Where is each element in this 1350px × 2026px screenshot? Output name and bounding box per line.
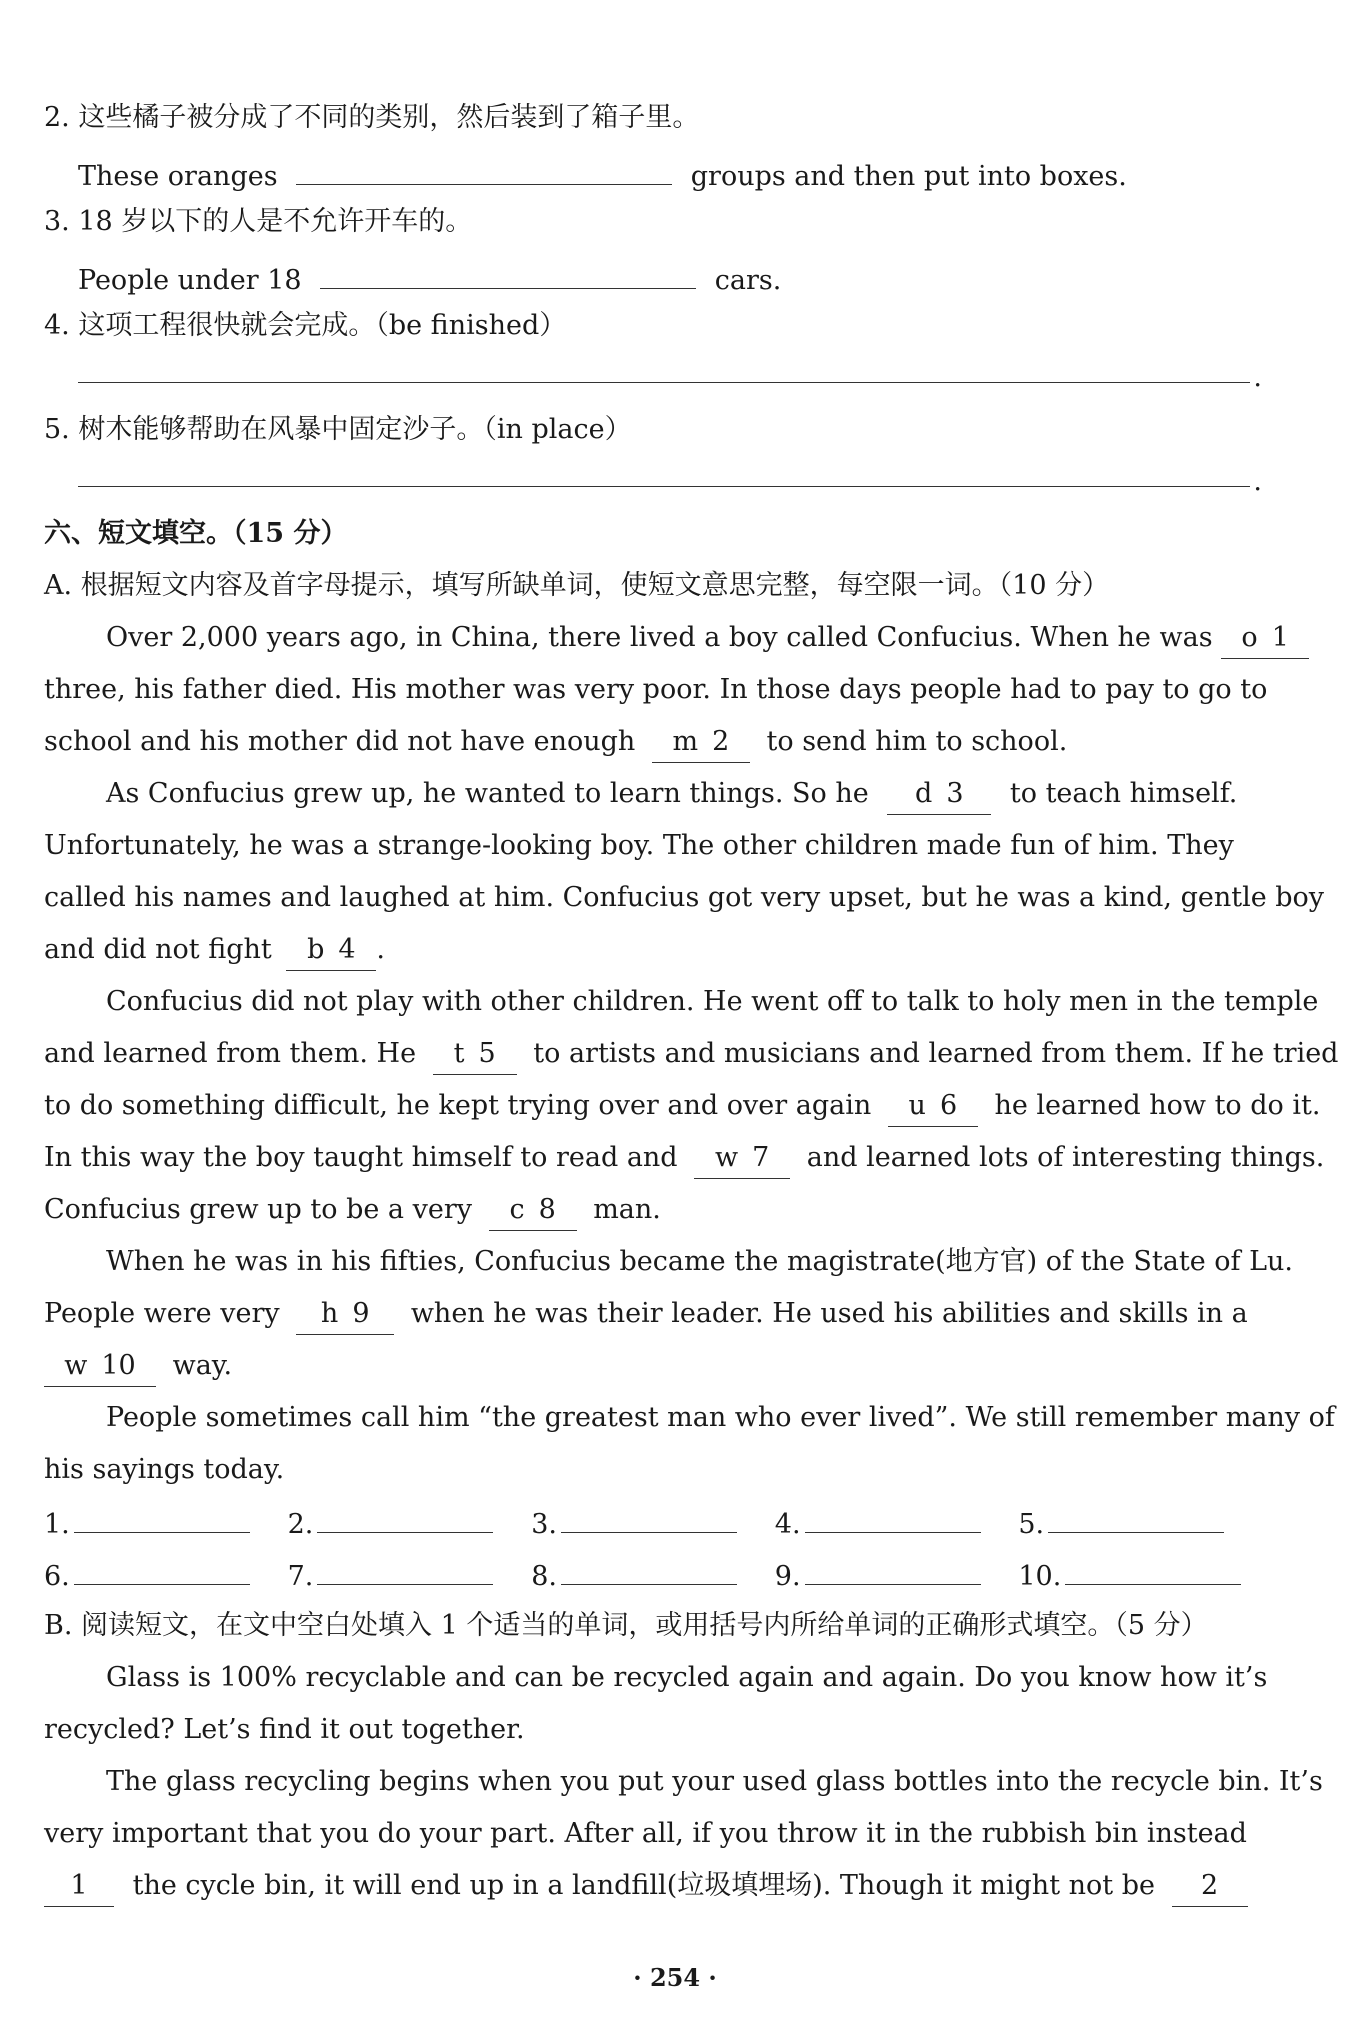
passage-a-line: People were very h 9 when he was their leader. He used his abilities and skills in a xyxy=(44,1288,1262,1340)
answer-underline[interactable] xyxy=(561,1496,737,1533)
blank-5[interactable]: t 5 xyxy=(433,1034,517,1075)
passage-a-line: called his names and laughed at him. Confucius got very upset, but he was a kind, gentle boy xyxy=(44,882,1325,913)
answer-slot[interactable]: 6. xyxy=(44,1548,288,1600)
passage-b-line: 1 the cycle bin, it will end up in a landfill(垃圾填埋场). Though it might not be 2 xyxy=(44,1860,1262,1912)
blank-b1[interactable]: 1 xyxy=(44,1866,114,1907)
answer-slot[interactable]: 4. xyxy=(775,1496,1019,1548)
answer-underline[interactable] xyxy=(561,1548,737,1585)
answer-slot[interactable]: 2. xyxy=(288,1496,532,1548)
answer-underline[interactable] xyxy=(805,1496,981,1533)
question-5-chinese: 5. 树木能够帮助在风暴中固定沙子。（in place） xyxy=(44,414,632,445)
passage-a-line: w 10 way. xyxy=(44,1340,1262,1392)
blank-9[interactable]: h 9 xyxy=(296,1294,394,1335)
passage-b-line: recycled? Let’s find it out together. xyxy=(44,1714,525,1745)
answer-underline[interactable] xyxy=(805,1548,981,1585)
answer-underline[interactable] xyxy=(1048,1496,1224,1533)
part-b-instruction: B. 阅读短文，在文中空白处填入 1 个适当的单词，或用括号内所给单词的正确形式填空。（5 分） xyxy=(44,1610,1208,1641)
blank-1[interactable]: o 1 xyxy=(1221,618,1309,659)
passage-a-line: Unfortunately, he was a strange-looking boy. The other children made fun of him. They xyxy=(44,830,1234,861)
question-2-english: These oranges groups and then put into boxes. xyxy=(44,144,1262,196)
passage-a-line: Over 2,000 years ago, in China, there lived a boy called Confucius. When he was o 1 xyxy=(44,612,1262,664)
passage-b-line: The glass recycling begins when you put your used glass bottles into the recycle bin. It’s xyxy=(106,1766,1323,1797)
passage-b-line: very important that you do your part. After all, if you throw it in the rubbish bin instead xyxy=(44,1818,1247,1849)
blank-2[interactable]: m 2 xyxy=(652,722,750,763)
answer-slot[interactable]: 8. xyxy=(531,1548,775,1600)
passage-a-line: and did not fight b 4 . xyxy=(44,924,1262,976)
answer-blank[interactable] xyxy=(296,144,672,185)
question-3-english: People under 18 cars. xyxy=(44,248,1262,300)
blank-4[interactable]: b 4 xyxy=(286,930,376,971)
passage-a-line: his sayings today. xyxy=(44,1454,285,1485)
part-a-instruction: A. 根据短文内容及首字母提示，填写所缺单词，使短文意思完整，每空限一词。（10 分） xyxy=(44,570,1110,601)
passage-a-line: Confucius grew up to be a very c 8 man. xyxy=(44,1184,1262,1236)
question-4-chinese: 4. 这项工程很快就会完成。（be finished） xyxy=(44,310,567,341)
answer-line[interactable] xyxy=(78,382,1250,383)
passage-a-line: Confucius did not play with other children. He went off to talk to holy men in the temple xyxy=(106,986,1319,1017)
blank-7[interactable]: w 7 xyxy=(694,1138,790,1179)
passage-a-line: In this way the boy taught himself to read and w 7 and learned lots of interesting things. xyxy=(44,1132,1262,1184)
passage-b-line: Glass is 100% recyclable and can be recycled again and again. Do you know how it’s xyxy=(106,1662,1268,1693)
passage-a-line: school and his mother did not have enough m 2 to send him to school. xyxy=(44,716,1262,768)
blank-6[interactable]: u 6 xyxy=(888,1086,978,1127)
answer-underline[interactable] xyxy=(74,1548,250,1585)
page-number: · 254 · xyxy=(633,1963,717,1992)
answer-slot[interactable]: 5. xyxy=(1018,1496,1262,1548)
passage-a-line: to do something difficult, he kept trying over and over again u 6 he learned how to do it. xyxy=(44,1080,1262,1132)
passage-a-line: As Confucius grew up, he wanted to learn things. So he d 3 to teach himself. xyxy=(44,768,1262,820)
passage-a-line: People sometimes call him “the greatest man who ever lived”. We still remember many of xyxy=(106,1402,1335,1433)
question-2-chinese: 2. 这些橘子被分成了不同的类别，然后装到了箱子里。 xyxy=(44,102,700,133)
blank-8[interactable]: c 8 xyxy=(489,1190,577,1231)
answer-underline[interactable] xyxy=(317,1548,493,1585)
answer-underline[interactable] xyxy=(1065,1548,1241,1585)
answer-slot[interactable]: 3. xyxy=(531,1496,775,1548)
answer-blank[interactable] xyxy=(320,248,696,289)
answer-slot[interactable]: 9. xyxy=(775,1548,1019,1600)
answer-slot[interactable]: 10. xyxy=(1018,1548,1262,1600)
blank-b2[interactable]: 2 xyxy=(1172,1866,1248,1907)
answer-underline[interactable] xyxy=(317,1496,493,1533)
question-3-chinese: 3. 18 岁以下的人是不允许开车的。 xyxy=(44,206,473,237)
blank-10[interactable]: w 10 xyxy=(44,1346,156,1387)
passage-a-line: When he was in his fifties, Confucius became the magistrate(地方官) of the State of Lu. xyxy=(106,1246,1293,1277)
answer-underline[interactable] xyxy=(74,1496,250,1533)
answer-line[interactable] xyxy=(78,486,1250,487)
answer-row xyxy=(44,1496,1262,1548)
answer-slot[interactable]: 1. xyxy=(44,1496,288,1548)
question-4-answer-line[interactable]: . xyxy=(44,352,1262,404)
passage-a-line: and learned from them. He t 5 to artists and musicians and learned from them. If he tried xyxy=(44,1028,1262,1080)
passage-a-line: three, his father died. His mother was very poor. In those days people had to pay to go to xyxy=(44,674,1268,705)
question-5-answer-line[interactable]: . xyxy=(44,456,1262,508)
section-6-heading: 六、短文填空。（15 分） xyxy=(44,518,348,549)
answer-slot[interactable]: 7. xyxy=(288,1548,532,1600)
blank-3[interactable]: d 3 xyxy=(887,774,991,815)
answer-row xyxy=(44,1548,1262,1600)
worksheet-page xyxy=(44,92,1339,1912)
